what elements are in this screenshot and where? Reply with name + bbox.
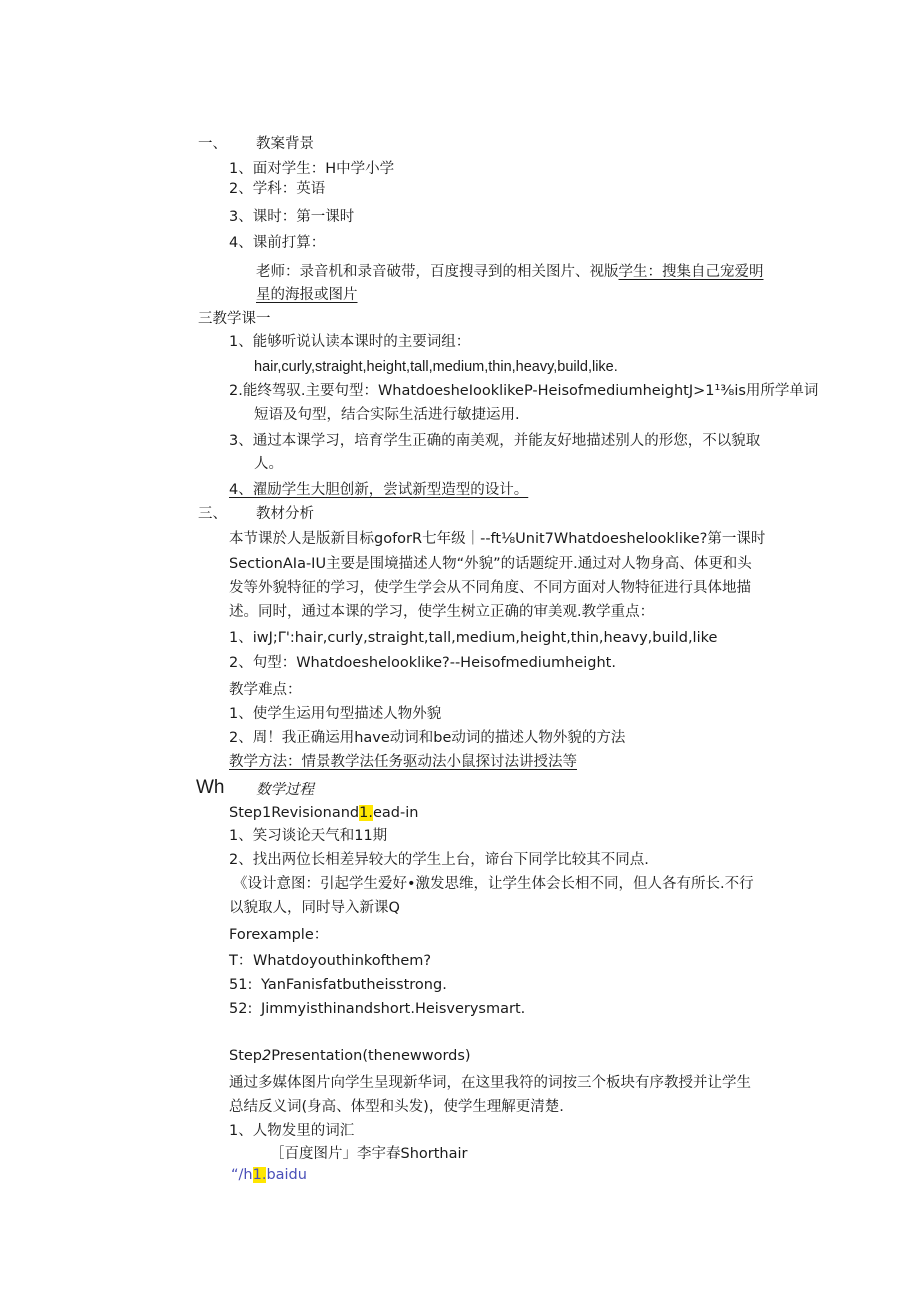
example-label: Forexample： <box>229 927 329 943</box>
list-item: 4、课前打算： <box>229 235 326 251</box>
paragraph-line: 述。同时，通过本课的学习，使学生树立正确的审美观.教学重点： <box>229 604 655 620</box>
speaker-label: 52: <box>229 1001 253 1017</box>
speaker-label: 51: <box>229 977 253 993</box>
list-item-cont: 短语及句型，结合实际生活进行敏捷运用. <box>254 407 520 423</box>
key-point: 1、iwJ;Γ':hair,curly,straight,tall,medium,height,thin,heavy,build,like <box>229 630 718 646</box>
list-item: 1、面对学生：H中学小学 <box>229 161 395 177</box>
list-item-cont: 人。 <box>254 456 283 472</box>
image-caption: ［百度图片」李宇春Shorthair <box>270 1146 468 1162</box>
dialogue-line <box>229 951 252 971</box>
list-item: 4、濯励学生大胆创新，尝试新型造型的设计。 <box>229 482 529 498</box>
dialogue-text: Whatdoyouthinkofthem? <box>253 953 432 969</box>
section-number: 三、 <box>198 506 227 522</box>
highlight-mark: 1. <box>359 805 373 821</box>
paragraph-line: 发等外貌特征的学习，使学生学会从不同角度、不同方面对人物特征进行具体地描 <box>229 580 751 596</box>
dialogue-text: Jimmyisthinandshort.Heisverysmart. <box>261 1001 526 1017</box>
list-item: 2、学科：英语 <box>229 181 326 197</box>
step-heading: Step2Presentation(thenewwords) <box>229 1048 471 1064</box>
design-intent: 《设计意图：引起学生爱好•激发思维，让学生体会长相不同，但人各有所长.不行 <box>233 876 754 892</box>
step-heading: Step1Revisionand1.ead-in <box>229 805 419 821</box>
section-title: 数学过程 <box>256 782 314 798</box>
paragraph-line: SectionAIa-IU主要是围境描述人物“外貌”的话题绽开.通过对人物身高、体更和头 <box>229 556 752 572</box>
design-intent-cont: 以貌取人，同时导入新课Q <box>229 900 400 916</box>
section-number: Wh <box>196 777 225 798</box>
prep-teacher: 老师：录音机和录音破带，百度搜寻到的相关图片、视版 <box>256 264 619 280</box>
section-title: 教材分析 <box>256 506 314 522</box>
paragraph-line: 本节课於人是版新目标goforR七年级｜--ft⅛Unit7Whatdoeshelooklike?第一课时 <box>229 531 766 547</box>
section-title: 教案背景 <box>256 136 314 152</box>
key-point: 2、句型：Whatdoeshelooklike?--Heisofmediumheight. <box>229 655 616 671</box>
prep-line <box>256 262 764 282</box>
section-title: 三教学课一 <box>198 311 271 327</box>
paragraph-line: 通过多媒体图片向学生呈现新华词，在这里我符的词按三个板块有序教授并让学生 <box>229 1075 751 1091</box>
difficulty-item: 1、使学生运用句型描述人物外貌 <box>229 706 442 722</box>
dialogue-text: YanFanisfatbutheisstrong. <box>261 977 447 993</box>
difficulty-item: 2、周！我正确运用have动词和be动词的描述人物外貌的方法 <box>229 730 626 746</box>
speaker-label: T： <box>229 953 253 969</box>
prep-students: 学生：搜集自己宠爱明 <box>618 264 764 280</box>
list-item: 1、笑习谈论天气和11期 <box>229 828 388 844</box>
list-item: 1、人物发里的词汇 <box>229 1123 355 1139</box>
vocab-line: hair,curly,straight,height,tall,medium,thin,heavy,build,like. <box>254 359 618 375</box>
list-item: 2.能终驾驭.主要句型：WhatdoesheIooklikeP-HeisofmediumheightJ>1¹⅜is用所学单词 <box>229 383 819 399</box>
list-item: 2、找出两位长相差异较大的学生上台，谛台下同学比较其不同点. <box>229 852 649 868</box>
prep-line-cont: 星的海报或图片 <box>256 287 358 303</box>
list-item: 3、课时：第一课时 <box>229 209 355 225</box>
difficulty-title: 教学难点： <box>229 682 302 698</box>
paragraph-line: 总结反义词(身高、体型和头发)，使学生理解更清楚. <box>229 1099 564 1115</box>
list-item: 1、能够听说认读本课时的主要词组： <box>229 334 471 350</box>
teaching-method: 教学方法：情景教学法任务驱动法小鼠探讨法讲授法等 <box>229 754 577 770</box>
section-number: 一、 <box>198 136 227 152</box>
list-item: 3、通过本课学习，培育学生正确的南美观，并能友好地描述别人的形您，不以貌取 <box>229 433 761 449</box>
baidu-link[interactable]: “/h1.baidu <box>231 1167 307 1183</box>
highlight-mark: 1. <box>252 1167 267 1183</box>
